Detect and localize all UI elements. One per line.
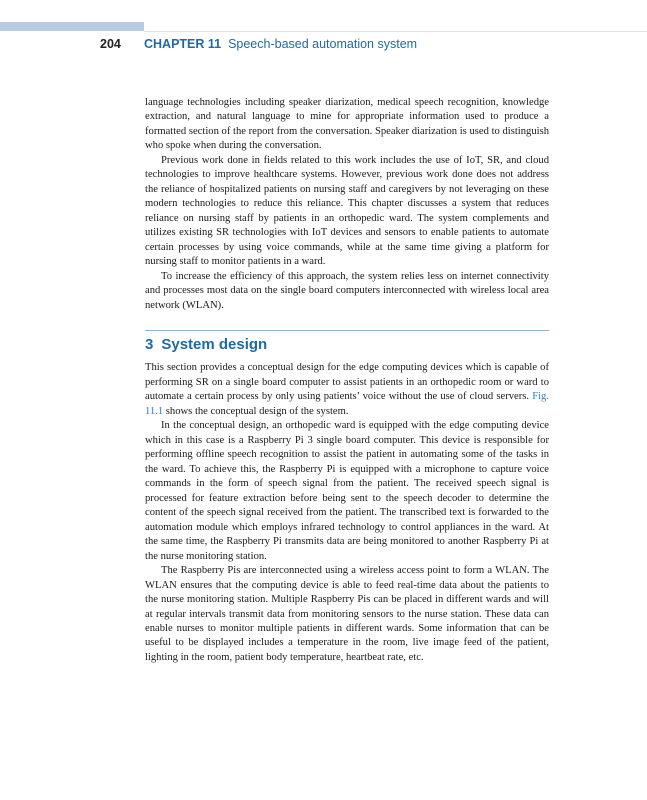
- paragraph: [145, 361, 549, 419]
- section-divider: [145, 330, 549, 331]
- page-number: 204: [100, 37, 121, 51]
- chapter-label: CHAPTER 11: [144, 37, 222, 51]
- header-accent-bar: [0, 22, 144, 31]
- chapter-title: Speech-based automation system: [228, 37, 418, 51]
- figure-reference-link[interactable]: Fig. 11.1: [145, 391, 549, 417]
- paragraph: language technologies including speaker diarization, medical speech recognition, knowledge extraction, and natural language to mine for appropriate information used to produce a formatted section of the report from the conversation. Speaker diarization is used to distinguish who spoke when during the conversation.: [145, 97, 549, 152]
- running-head: [100, 35, 417, 53]
- paragraph: Previous work done in fields related to this work includes the use of IoT, SR, and cloud technologies to improve healthcare systems. However, previous work done does not address the reliance of hospitalized patients on nursing staff and caregivers by not leveraging on these modern technologies to reduce this reliance. This chapter discusses a system that reduces reliance on nursing staff by patients in an orthopedic ward. The system complements and utilizes existing SR technologies with IoT devices and sensors to enable patients to automate certain processes by using voice commands, while at the same time giving a platform for nursing staff to monitor patients in a ward.: [145, 154, 549, 268]
- header-rule: [144, 31, 647, 32]
- page-body: [145, 96, 549, 665]
- paragraph: The Raspberry Pis are interconnected using a wireless access point to form a WLAN. The WLAN ensures that the computing device is able to feed real-time data about the patients to the nurse monitoring station. Multiple Raspberry Pis can be placed in different wards and will at regular intervals transmit data from monitoring sensors to the nurse station. These data can enable nurses to monitor multiple patients in different wards. Some information that can be useful to be displayed includes a temperature in the room, live image feed of the patient, lighting in the room, patient body temperature, heartbeat rate, etc.: [145, 565, 549, 663]
- paragraph: In the conceptual design, an orthopedic ward is equipped with the edge computing device which in this case is a Raspberry Pi 3 single board computer. This device is responsible for performing offline speech recognition to assist the patient in automating some of the tasks in the ward. To achieve this, the Raspberry Pi is equipped with a microphone to capture voice commands in the form of speech signal from the patient. The received speech signal is processed for feature extraction before being sent to the speech decoder to determine the content of the speech signal received from the patient. The transcribed text is forwarded to the automation module which employs infrared technology to control appliances in the ward. At the same time, the Raspberry Pi transmits data are being monitored to another Raspberry Pi at the nurse monitoring station.: [145, 420, 549, 562]
- section-number: 3: [145, 336, 154, 354]
- section-title: System design: [161, 336, 268, 354]
- paragraph-text: This section provides a conceptual design for the edge computing devices which is capable of performing SR on a single board computer to assist patients in an orthopedic room or ward to automate a certain process by only using patients’ voice without the use of cloud servers.: [145, 362, 549, 403]
- section-heading: [145, 334, 549, 356]
- paragraph-text: shows the conceptual design of the system.: [163, 405, 349, 417]
- paragraph: To increase the efficiency of this approach, the system relies less on internet connectivity and processes most data on the single board computers interconnected with wireless local area network (WLAN).: [145, 270, 549, 311]
